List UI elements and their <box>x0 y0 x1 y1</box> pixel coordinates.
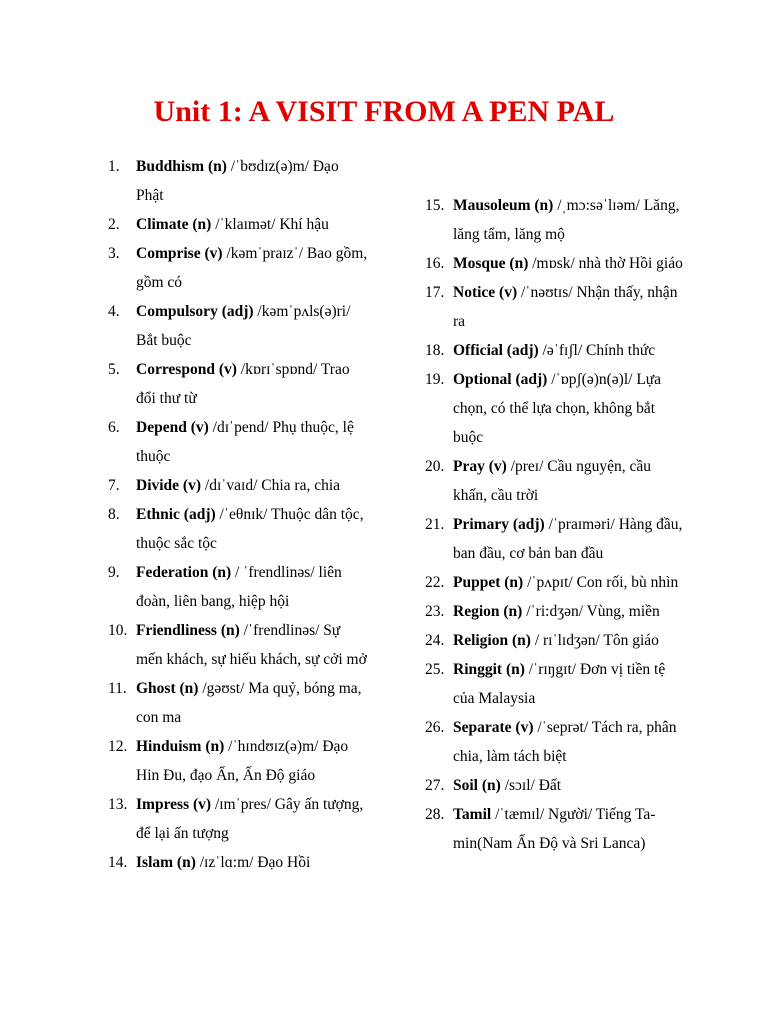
entry-text <box>136 732 370 790</box>
entry-definition: / rɪˈlɪdʒən/ Tôn giáo <box>530 632 659 649</box>
entry-text <box>136 616 370 674</box>
entry-definition: /ˈtæmɪl/ Người/ Tiếng Ta-min(Nam Ấn Độ và Sri Lanca) <box>453 806 656 852</box>
entry-text <box>453 800 687 858</box>
entry-definition: / ˈfrendlinəs/ liên đoàn, liên bang, hiệp hội <box>136 564 342 610</box>
vocab-entry <box>425 452 687 510</box>
entry-text <box>453 452 687 510</box>
entry-word: Official (adj) <box>453 342 539 359</box>
entry-word: Ethnic (adj) <box>136 506 216 523</box>
entry-number: 26. <box>425 719 445 736</box>
entry-definition: /ˈeθnɪk/ Thuộc dân tộc, thuộc sắc tộc <box>136 506 364 552</box>
vocab-entry <box>425 510 687 568</box>
entry-word: Puppet (n) <box>453 574 524 591</box>
entry-word: Optional (adj) <box>453 371 548 388</box>
vocab-entry <box>108 674 370 732</box>
entry-word: Soil (n) <box>453 777 501 794</box>
entry-definition: /mɒsk/ nhà thờ Hồi giáo <box>528 255 683 272</box>
entry-number: 17. <box>425 284 445 301</box>
entry-number: 7. <box>108 477 120 494</box>
entry-definition: /ˈri:dʒən/ Vùng, miền <box>522 603 660 620</box>
entry-definition: /ˈnəʊtɪs/ Nhận thấy, nhận ra <box>453 284 678 330</box>
entry-word: Impress (v) <box>136 796 212 813</box>
entry-definition: /dɪˈpend/ Phụ thuộc, lệ thuộc <box>136 419 354 465</box>
entry-number: 19. <box>425 371 445 388</box>
entry-definition: /sɔɪl/ Đất <box>500 777 562 794</box>
entry-number: 8. <box>108 506 120 523</box>
entry-number: 24. <box>425 632 445 649</box>
vocab-entry <box>108 732 370 790</box>
vocab-entry <box>425 191 687 249</box>
entry-word: Mausoleum (n) <box>453 197 554 214</box>
entry-definition: /ˈɒpʃ(ə)n(ə)l/ Lựa chọn, có thể lựa chọn, không bắt buộc <box>453 371 662 446</box>
entry-text <box>453 713 687 771</box>
entry-text <box>453 365 687 452</box>
vocab-entry <box>108 471 370 500</box>
entry-text <box>136 210 370 239</box>
entry-word: Mosque (n) <box>453 255 529 272</box>
entry-word: Hinduism (n) <box>136 738 225 755</box>
entry-number: 13. <box>108 796 128 813</box>
entry-word: Islam (n) <box>136 854 196 871</box>
vocab-entry <box>425 365 687 452</box>
entry-text <box>453 191 687 249</box>
entry-number: 27. <box>425 777 445 794</box>
vocab-entry <box>425 713 687 771</box>
entry-definition: /preɪ/ Cầu nguyện, cầu khấn, cầu trời <box>453 458 651 504</box>
entry-definition: /əˈfɪʃl/ Chính thức <box>538 342 656 359</box>
vocab-entry <box>425 771 687 800</box>
entry-definition: /ˈklaɪmət/ Khí hậu <box>211 216 329 233</box>
entry-text <box>453 626 687 655</box>
entry-number: 15. <box>425 197 445 214</box>
entry-definition: /ˈhɪndʊɪz(ə)m/ Đạo Hin Đu, đạo Ấn, Ấn Độ giáo <box>136 738 349 784</box>
vocab-entry <box>108 210 370 239</box>
entry-text <box>136 297 370 355</box>
entry-number: 28. <box>425 806 445 823</box>
vocab-entry <box>425 336 687 365</box>
entry-definition: /kɒrɪˈspɒnd/ Trao đổi thư từ <box>136 361 350 407</box>
entry-number: 10. <box>108 622 128 639</box>
entry-text <box>453 655 687 713</box>
entry-text <box>453 771 687 800</box>
entry-definition: /ˈseprət/ Tách ra, phân chia, làm tách biệt <box>453 719 677 765</box>
entry-text <box>136 500 370 558</box>
entry-word: Primary (adj) <box>453 516 545 533</box>
entry-text <box>136 471 370 500</box>
entry-word: Compulsory (adj) <box>136 303 254 320</box>
entry-text <box>136 558 370 616</box>
vocab-entry <box>425 278 687 336</box>
entry-text <box>136 152 370 210</box>
entry-word: Friendliness (n) <box>136 622 240 639</box>
entry-definition: /ɪzˈlɑ:m/ Đạo Hồi <box>195 854 311 871</box>
entry-text <box>453 510 687 568</box>
entry-number: 1. <box>108 158 120 175</box>
entry-word: Depend (v) <box>136 419 209 436</box>
entry-word: Pray (v) <box>453 458 507 475</box>
entry-word: Notice (v) <box>453 284 518 301</box>
entry-number: 11. <box>108 680 127 697</box>
entry-definition: /ˈfrendlinəs/ Sự mến khách, sự hiếu khách, sự cởi mở <box>136 622 367 668</box>
entry-text <box>136 355 370 413</box>
entry-definition: /ˈrɪŋgɪt/ Đơn vị tiền tệ của Malaysia <box>453 661 666 707</box>
entry-definition: /ˌmɔ:səˈlɪəm/ Lăng, lăng tẩm, lăng mộ <box>453 197 680 243</box>
entry-number: 5. <box>108 361 120 378</box>
entry-number: 21. <box>425 516 445 533</box>
entry-word: Tamil <box>453 806 492 823</box>
entry-text <box>136 413 370 471</box>
entry-text <box>453 336 687 365</box>
entry-number: 22. <box>425 574 445 591</box>
vocab-entry <box>108 355 370 413</box>
vocab-entry <box>108 239 370 297</box>
entry-definition: /kəmˈpʌls(ə)ri/ Bắt buộc <box>136 303 351 349</box>
page-title: Unit 1: A VISIT FROM A PEN PAL <box>153 95 615 128</box>
entry-number: 18. <box>425 342 445 359</box>
entry-definition: /kəmˈpraɪzˈ/ Bao gồm, gồm có <box>136 245 368 291</box>
entry-word: Comprise (v) <box>136 245 223 262</box>
entry-definition: /ˈpʌpɪt/ Con rối, bù nhìn <box>523 574 679 591</box>
entry-number: 3. <box>108 245 120 262</box>
entry-text <box>453 278 687 336</box>
vocab-entry <box>108 152 370 210</box>
entry-definition: /ɪmˈpres/ Gây ấn tượng, để lại ấn tượng <box>136 796 364 842</box>
entry-number: 20. <box>425 458 445 475</box>
entry-text <box>453 568 687 597</box>
vocab-entry <box>108 297 370 355</box>
entry-number: 9. <box>108 564 120 581</box>
entry-word: Correspond (v) <box>136 361 237 378</box>
entry-text <box>136 674 370 732</box>
entry-number: 12. <box>108 738 128 755</box>
entry-word: Buddhism (n) <box>136 158 227 175</box>
vocab-entry <box>425 597 687 626</box>
entry-number: 25. <box>425 661 445 678</box>
vocab-entry <box>425 626 687 655</box>
entry-number: 2. <box>108 216 120 233</box>
entry-number: 4. <box>108 303 120 320</box>
entry-word: Separate (v) <box>453 719 534 736</box>
entry-word: Region (n) <box>453 603 523 620</box>
entry-definition: /ˈpraɪməri/ Hàng đầu, ban đầu, cơ bản ban đầu <box>453 516 683 562</box>
entry-word: Religion (n) <box>453 632 531 649</box>
vocab-entry <box>425 800 687 858</box>
vocab-entry <box>108 558 370 616</box>
entry-word: Federation (n) <box>136 564 232 581</box>
entry-definition: /ˈbʊdɪz(ə)m/ Đạo Phật <box>136 158 339 204</box>
entry-number: 23. <box>425 603 445 620</box>
vocab-entry <box>108 616 370 674</box>
entry-text <box>136 790 370 848</box>
vocab-entry <box>108 790 370 848</box>
entry-word: Divide (v) <box>136 477 202 494</box>
vocabulary-list-left <box>108 152 370 877</box>
entry-number: 16. <box>425 255 445 272</box>
entry-text <box>453 249 687 278</box>
entry-definition: /gəʊst/ Ma quỷ, bóng ma, con ma <box>136 680 362 726</box>
vocab-entry <box>108 848 370 877</box>
entry-text <box>453 597 687 626</box>
entry-number: 14. <box>108 854 128 871</box>
vocab-entry <box>425 655 687 713</box>
entry-definition: /dɪˈvaɪd/ Chia ra, chia <box>201 477 341 494</box>
vocab-entry <box>108 500 370 558</box>
vocabulary-list-right <box>425 191 687 858</box>
vocab-entry <box>425 568 687 597</box>
entry-number: 6. <box>108 419 120 436</box>
entry-word: Climate (n) <box>136 216 212 233</box>
vocab-entry <box>108 413 370 471</box>
entry-word: Ringgit (n) <box>453 661 525 678</box>
entry-text <box>136 848 370 877</box>
entry-word: Ghost (n) <box>136 680 199 697</box>
vocab-entry <box>425 249 687 278</box>
entry-text <box>136 239 370 297</box>
